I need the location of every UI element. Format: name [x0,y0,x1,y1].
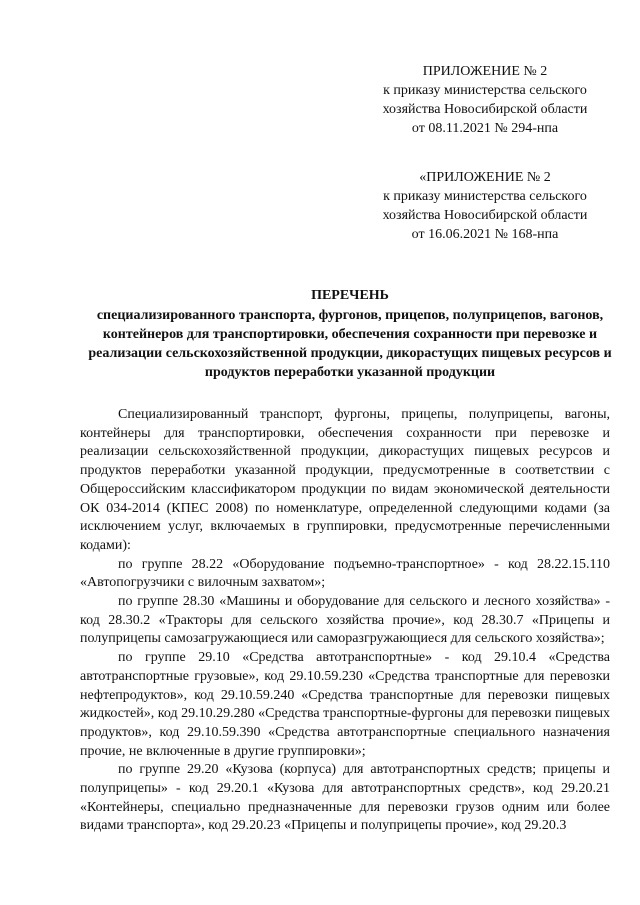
document-title: ПЕРЕЧЕНЬ [311,288,389,303]
document-subtitle: специализированного транспорта, фургонов, прицепов, полуприцепов, вагонов, контейнеров для транспортировки, обеспечения сохранности при перевозке и реализации сельскохозяйственной продукции, дикорастущих пищевых ресурсов и продуктов переработки указанной продукции [88,308,612,380]
body-paragraph-group-29-10: по группе 29.10 «Средства автотранспортные» - код 29.10.4 «Средства автотранспортные грузовые», код 29.10.59.230 «Средства транспортные для перевозки нефтепродуктов», код 29.10.59.240 «Средства транспортные для перевозки пищевых жидкостей», код 29.10.29.280 «Средства транспортные-фургоны для перевозки пищевых продуктов», код 29.10.59.390 «Средства автотранспортные специального назначения прочие, не включенные в другие группировки»; [80,650,610,759]
appendix-header-current [350,62,620,138]
body-paragraph-intro: Специализированный транспорт, фургоны, прицепы, полуприцепы, вагоны, контейнеры для транспортировки, обеспечения сохранности при перевозке и реализации сельскохозяйственной продукции, дикорастущих пищевых ресурсов и продуктов переработки указанной продукции, предусмотренные в соответствии с Общероссийским классификатором продукции по видам экономической деятельности ОК 034-2014 (КПЕС 2008) по номенклатуре, определенной следующими кодами (за исключением услуг, включаемых в группировки, предусмотренные перечисленными кодами): [80,407,610,553]
appendix-ministry-line: хозяйства Новосибирской области [382,208,588,223]
appendix-title: ПРИЛОЖЕНИЕ № 2 [422,64,548,79]
document-heading [80,286,620,382]
appendix-date-number: от 16.06.2021 № 168-нпа [411,227,559,242]
appendix-date-number: от 08.11.2021 № 294-нпа [411,121,559,136]
body-paragraph-group-28-30: по группе 28.30 «Машины и оборудование для сельского и лесного хозяйства» - код 28.30.2 «Тракторы для сельского хозяйства прочие», код 28.30.7 «Прицепы и полуприцепы самозагружающиеся или саморазгружающиеся для сельского хозяйства»; [80,594,610,647]
body-paragraph-group-29-20: по группе 29.20 «Кузова (корпуса) для автотранспортных средств; прицепы и полуприцепы» - код 29.20.1 «Кузова для автотранспортных средств», код 29.20.21 «Контейнеры, специально предназначенные для перевозки грузов одним или более видами транспорта», код 29.20.23 «Прицепы и полуприцепы прочие», код 29.20.3 [80,762,610,834]
appendix-ministry-line: хозяйства Новосибирской области [382,102,588,117]
appendix-order-line: к приказу министерства сельского [383,189,587,204]
appendix-order-line: к приказу министерства сельского [383,83,587,98]
appendix-header-original [350,168,620,244]
document-body [80,406,610,836]
body-paragraph-group-28-22: по группе 28.22 «Оборудование подъемно-транспортное» - код 28.22.15.110 «Автопогрузчики с вилочным захватом»; [80,556,610,591]
appendix-title: «ПРИЛОЖЕНИЕ № 2 [419,170,551,185]
